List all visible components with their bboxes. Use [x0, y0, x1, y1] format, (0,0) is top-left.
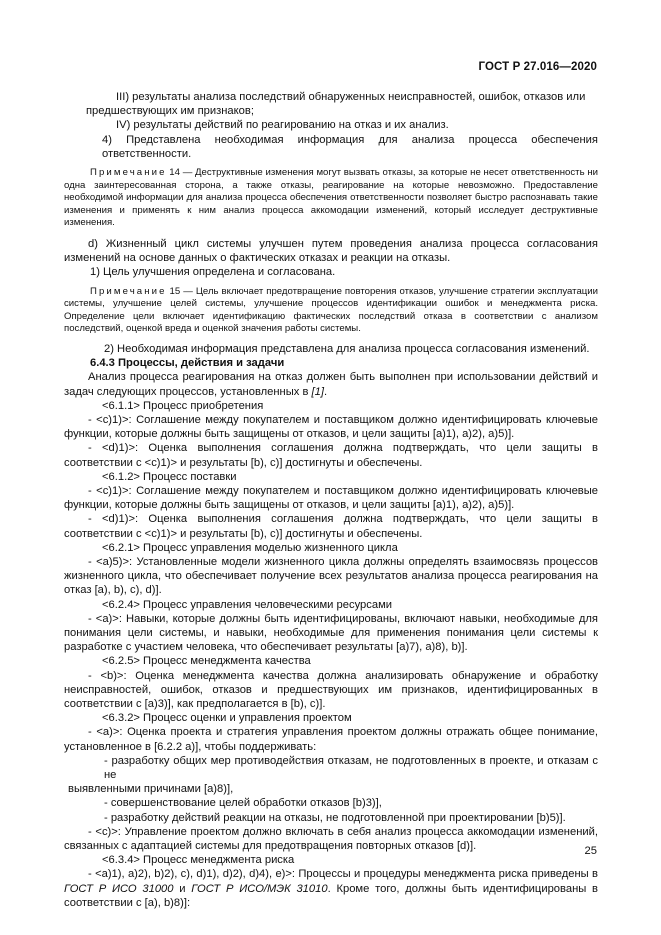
requirement-item: - <b)>: Оценка менеджмента качества должна анализировать обнаружение и обработку неисправностей, ошибок, отказов и предшествующих им признаков, идентифицированных в соответствии с [a)3)], как предполагается в [b), c)].: [64, 669, 598, 711]
process-heading: <6.2.1> Процесс управления моделью жизненного цикла: [102, 541, 398, 554]
note-14: [64, 167, 598, 230]
note-text: 15 — Цель включает предотвращение повторения отказов, улучшение стратегии эксплуатации системы, улучшение целей системы, улучшение процессов идентификации ошибок и менеджмента риска. Определение цели включает идентификацию фактических последствий отказа в соответствии с анализом последствий, оценкой вреда и оценкой значения работы системы.: [64, 285, 598, 335]
list-item-continuation: предшествующих им признаков;: [86, 105, 254, 118]
requirement-item: - <c)1)>: Соглашение между покупателем и поставщиком должно идентифицировать ключевые функции, которые должны быть защищены от отказов, и цели защиты [a)1), a)2), a)5)].: [64, 485, 598, 512]
sub-item: - разработку действий реакции на отказы, не подготовленной при проектировании [b)5)].: [104, 811, 566, 824]
requirement-item: - <d)1)>: Оценка выполнения соглашения должна подтверждать, что цели защиты в соответствии с <c)1)> и результаты [b), c)] достигнуты и обеспечены.: [64, 442, 598, 469]
note-15: [64, 286, 598, 336]
process-heading: <6.2.5> Процесс менеджмента качества: [102, 655, 311, 668]
requirement-item: - <a)1), a)2), b)2), c), d)1), d)2), d)4), e)>: Процессы и процедуры менеджмента риска приведены в ГОСТ Р ИСО 31000 и ГОСТ Р ИСО/МЭК 31010. Кроме того, должны быть идентифицированы в соответствии с [a), b)8)]:: [64, 868, 599, 909]
note-text: 14 — Деструктивные изменения могут вызвать отказы, за которые не несет ответственность ни одна заинтересованная сторона, а также отказы, реагирование на которые невозможно. Предоставление необходимой информации для анализа процесса обеспечения ответственности позволяет быстро распознавать такие изменения и применять к ним анализ процесса аккомодации изменений, который исследует деструктивные изменения.: [64, 167, 598, 229]
requirement-item: - <a)>: Оценка проекта и стратегия управления проектом должны отражать общее понимание, установленное в [6.2.2 a)], чтобы поддерживать:: [64, 726, 598, 753]
process-heading: <6.1.1> Процесс приобретения: [102, 399, 264, 412]
sub-item: - совершенствование целей обработки отказов [b)3)],: [104, 797, 382, 810]
sub-item: - разработку общих мер противодействия отказам, не подготовленных в проекте, и отказам с не: [104, 754, 598, 782]
reference-link: [1]: [311, 385, 324, 398]
requirement-item: - <c)1)>: Соглашение между покупателем и поставщиком должно идентифицировать ключевые функции, которые должны быть защищены от отказов, и цели защиты [a)1), a)2), a)5)].: [64, 413, 598, 441]
process-heading: <6.3.2> Процесс оценки и управления проектом: [102, 712, 352, 725]
requirement-item: - <d)1)>: Оценка выполнения соглашения должна подтверждать, что цели защиты в соответствии с <c)1)> и результаты [b), c)] достигнуты и обеспечены.: [64, 513, 598, 540]
note-label: Примечание: [90, 285, 167, 297]
section-heading: 6.4.3 Процессы, действия и задачи: [90, 357, 285, 370]
list-item: 4) Представлена необходимая информация для анализа процесса обеспечения ответственности.: [102, 133, 598, 160]
standard-reference: ГОСТ Р ИСО/МЭК 31010: [191, 882, 328, 895]
process-heading: <6.3.4> Процесс менеджмента риска: [102, 854, 295, 867]
note-label: Примечание: [90, 167, 167, 179]
standard-code-header: ГОСТ Р 27.016—2020: [478, 61, 597, 73]
requirement-item: - <a)5)>: Установленные модели жизненного цикла должны определять взаимосвязь процессов жизненного цикла, что обеспечивает получение всех результатов анализа процесса реагирования на отказ [a), b), c), d)].: [64, 556, 598, 597]
process-heading: <6.2.4> Процесс управления человеческими ресурсами: [102, 598, 393, 611]
sub-item-continuation: выявленными причинами [a)8)],: [68, 783, 234, 796]
list-item: IV) результаты действий по реагированию на отказ и их анализ.: [116, 119, 449, 132]
list-item: 1) Цель улучшения определена и согласована.: [90, 266, 336, 279]
paragraph: d) Жизненный цикл системы улучшен путем проведения анализа процесса согласования изменений на основе данных о фактических отказах и реакции на отказы.: [64, 237, 598, 265]
page-number: 25: [584, 845, 597, 857]
requirement-item: - <c)>: Управление проектом должно включать в себя анализ процесса аккомодации изменений, связанных с адаптацией системы для предотвращения повторных отказов [d)].: [64, 825, 598, 853]
paragraph: Анализ процесса реагирования на отказ должен быть выполнен при использовании действий и задач следующих процессов, установленных в [1].: [64, 371, 598, 398]
list-item: 2) Необходимая информация представлена для анализа процесса согласования изменений.: [104, 342, 590, 355]
list-item: III) результаты анализа последствий обнаруженных неисправностей, ошибок, отказов или: [116, 91, 586, 103]
page-body: [64, 90, 598, 910]
process-heading: <6.1.2> Процесс поставки: [102, 470, 237, 483]
requirement-item: - <a)>: Навыки, которые должны быть идентифицированы, включают навыки, необходимые для понимания цели системы, и навыки, необходимые для применения понимания цели системы к разработке с участием человека, что обеспечивает результаты [a)7), a)8), b)].: [64, 612, 598, 654]
standard-reference: ГОСТ Р ИСО 31000: [64, 882, 174, 895]
